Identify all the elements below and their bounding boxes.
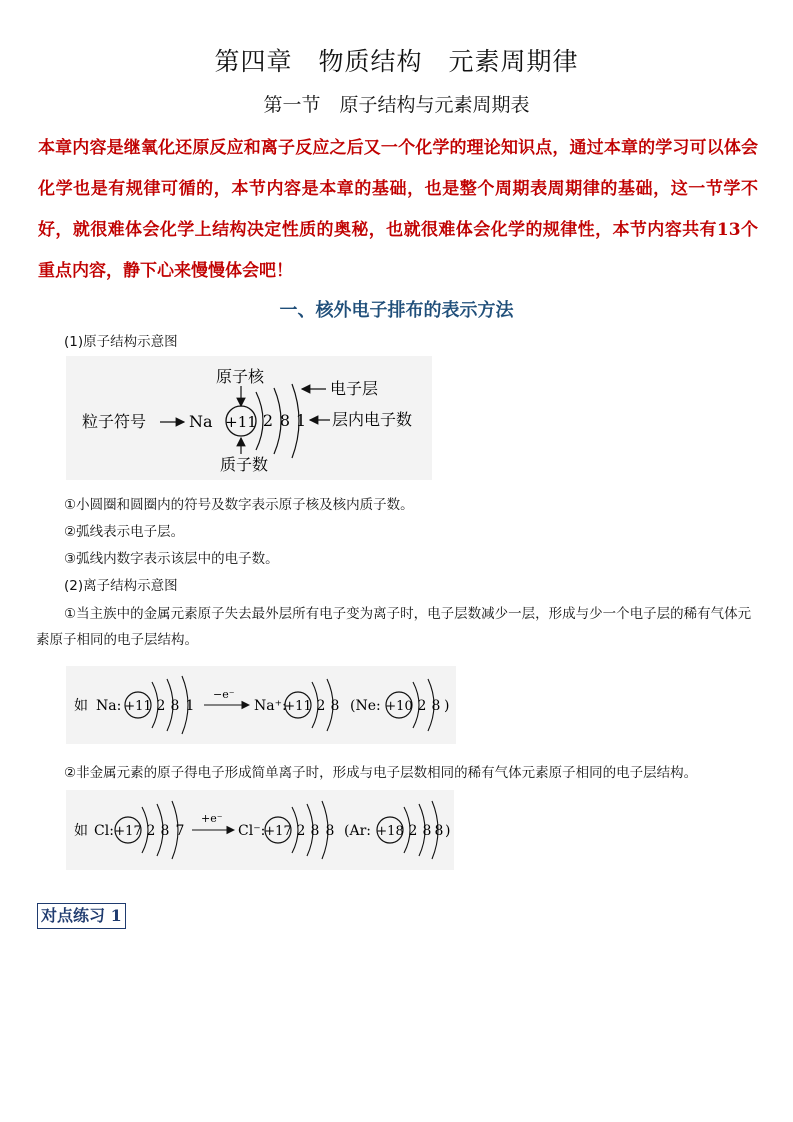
atom-structure-svg xyxy=(66,356,432,480)
cl-symbol: Cl: xyxy=(94,823,114,839)
shell-electrons-1: 2 xyxy=(262,411,274,430)
ne-charge: +10 xyxy=(385,699,413,714)
cl-e2: 8 xyxy=(160,823,170,839)
shell-electrons-3: 1 xyxy=(295,411,307,430)
electrons-label: 层内电子数 xyxy=(332,410,413,429)
cl-charge: +17 xyxy=(114,824,142,839)
chapter-title: 第四章 物质结构 元素周期律 xyxy=(214,47,579,76)
na-ion-charge: +11 xyxy=(284,699,312,714)
atom-structure-figure xyxy=(66,356,432,480)
note-electron-count: ③弧线内数字表示该层中的电子数。 xyxy=(64,551,279,567)
practice-heading: 对点练习 1 xyxy=(37,903,126,929)
section-subtitle: 第一节 原子结构与元素周期表 xyxy=(263,94,530,116)
sodium-ion-svg xyxy=(66,666,456,744)
example-label-2: 如 xyxy=(74,823,88,839)
na-ion-e2: 8 xyxy=(330,698,340,714)
na-ion-e1: 2 xyxy=(316,698,326,714)
cl-e3: 7 xyxy=(175,823,185,839)
section-heading: 一、核外电子排布的表示方法 xyxy=(279,300,514,321)
ar-e3: 8 xyxy=(434,823,444,839)
nonmetal-ion-paragraph: ②非金属元素的原子得电子形成简单离子时，形成与电子层数相同的稀有气体元素原子相同的电子层结构。 xyxy=(64,765,698,781)
proton-label: 质子数 xyxy=(220,455,269,474)
chlorine-ion-figure xyxy=(66,790,454,870)
cl-ion-e1: 2 xyxy=(296,823,306,839)
shell-label: 电子层 xyxy=(330,379,379,398)
chlorine-ion-svg xyxy=(66,790,454,870)
shell-electrons-2: 8 xyxy=(279,411,291,430)
nucleus-charge: +11 xyxy=(225,413,257,431)
na-charge: +11 xyxy=(124,699,152,714)
metal-ion-paragraph: ①当主族中的金属元素原子失去最外层所有电子变为离子时，电子层数减少一层，形成与少一个电子层的稀有气体元素原子相同的电子层结构。 xyxy=(36,606,752,648)
subheading-ion-diagram: (2)离子结构示意图 xyxy=(64,578,178,594)
example-label: 如 xyxy=(74,698,88,714)
ar-close: ) xyxy=(445,823,451,839)
ar-symbol: (Ar: xyxy=(344,823,371,839)
ne-e2: 8 xyxy=(431,698,441,714)
gain-electron-label: +e⁻ xyxy=(201,812,223,825)
ne-e1: 2 xyxy=(417,698,427,714)
ar-e2: 8 xyxy=(422,823,432,839)
cl-ion-symbol: Cl⁻: xyxy=(238,823,266,839)
ar-e1: 2 xyxy=(408,823,418,839)
nucleus-label: 原子核 xyxy=(216,367,265,386)
cl-ion-charge: +17 xyxy=(264,824,292,839)
na-e1: 2 xyxy=(156,698,166,714)
chapter-intro: 本章内容是继氧化还原反应和离子反应之后又一个化学的理论知识点，通过本章的学习可以体会化学也是有规律可循的，本节内容是本章的基础，也是整个周期表周期律的基础，这一节学不好，就很难体会化学上结构决定性质的奥秘，也就很难体会化学的规律性，本节内容共有13个重点内容，静下心来慢慢体会吧！ xyxy=(38,138,758,281)
sodium-ion-figure xyxy=(66,666,456,744)
na-e2: 8 xyxy=(170,698,180,714)
na-ion-symbol: Na⁺: xyxy=(254,698,287,714)
cl-e1: 2 xyxy=(146,823,156,839)
ar-charge: +18 xyxy=(376,824,404,839)
na-e3: 1 xyxy=(185,698,195,714)
note-nucleus: ①小圆圈和圆圈内的符号及数字表示原子核及核内质子数。 xyxy=(64,497,414,513)
subheading-atom-diagram: (1)原子结构示意图 xyxy=(64,334,178,350)
ne-symbol: (Ne: xyxy=(350,698,381,714)
symbol-label: 粒子符号 xyxy=(82,412,147,431)
note-arc: ②弧线表示电子层。 xyxy=(64,524,185,540)
lose-electron-label: −e⁻ xyxy=(213,688,235,701)
element-symbol: Na xyxy=(189,412,213,431)
cl-ion-e3: 8 xyxy=(325,823,335,839)
cl-ion-e2: 8 xyxy=(310,823,320,839)
na-symbol: Na: xyxy=(96,698,122,714)
ne-close: ) xyxy=(444,698,450,714)
